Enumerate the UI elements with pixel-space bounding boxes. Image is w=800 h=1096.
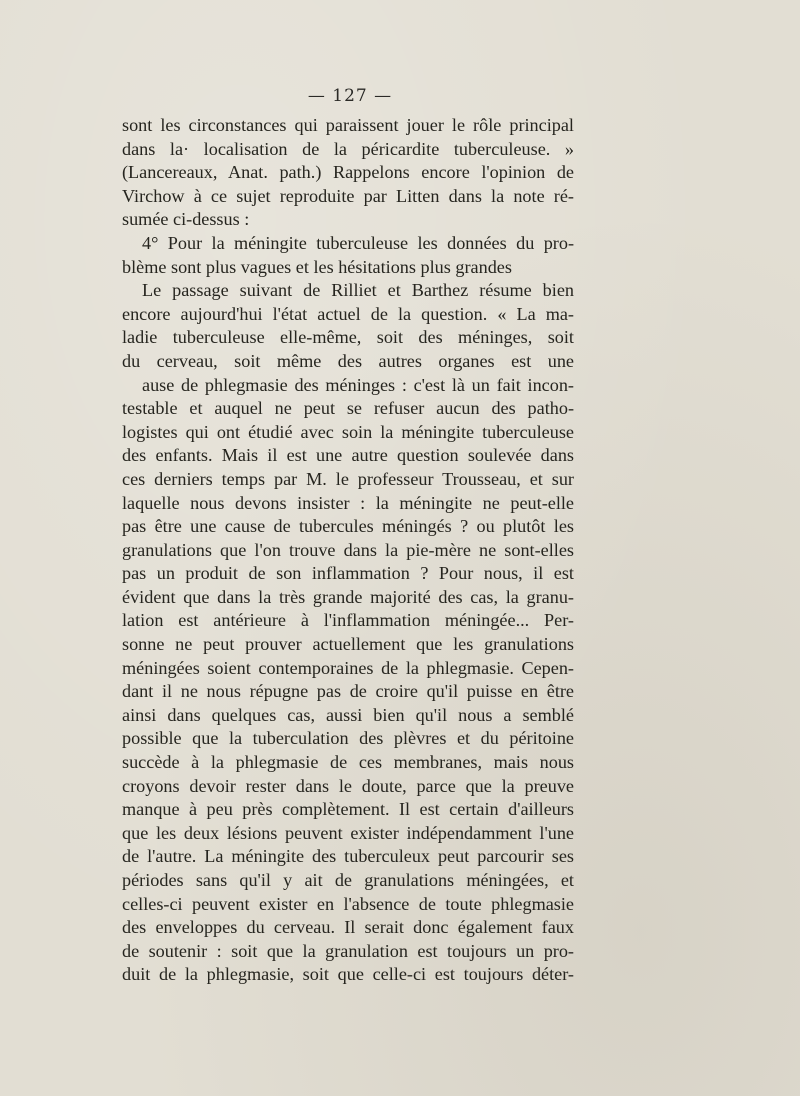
text-line: Virchow à ce sujet reproduite par Litten dans la note ré- (122, 185, 574, 206)
text-line: testable et auquel ne peut se refuser aucun des patho- (122, 398, 574, 419)
text-line: possible que la tuberculation des plèvres et du péritoine (122, 728, 574, 749)
text-line: 4° Pour la méningite tuberculeuse les données du pro- (142, 232, 574, 253)
text-line: laquelle nous devons insister : la méningite ne peut-elle (122, 492, 574, 513)
text-line: ces derniers temps par M. le professeur Trousseau, et sur (122, 468, 574, 489)
text-line: celles-ci peuvent exister en l'absence de toute phlegmasie (122, 893, 574, 914)
text-line: blème sont plus vagues et les hésitations plus grandes (122, 256, 512, 277)
text-line: de l'autre. La méningite des tuberculeux peut parcourir ses (122, 846, 574, 867)
text-line: ainsi dans quelques cas, aussi bien qu'il nous a semblé (122, 704, 574, 725)
text-line: croyons devoir rester dans le doute, parce que la preuve (122, 775, 574, 796)
text-line: périodes sans qu'il y ait de granulations méningées, et (122, 870, 574, 890)
text-line: (Lancereaux, Anat. path.) Rappelons encore l'opinion de (122, 162, 574, 183)
text-line: succède à la phlegmasie de ces membranes, mais nous (122, 752, 574, 773)
text-line: granulations que l'on trouve dans la pie-mère ne sont-elles (122, 539, 574, 560)
text-line: ause de phlegmasie des méninges : c'est là un fait incon- (142, 374, 574, 395)
page-number: — 127 — (307, 86, 393, 106)
text-line: pas un produit de son inflammation ? Pour nous, il est (122, 563, 574, 584)
text-line: encore aujourd'hui l'état actuel de la question. « La ma- (122, 303, 574, 324)
text-line: ladie tuberculeuse elle-même, soit des méninges, soit (122, 327, 574, 348)
text-line: logistes qui ont étudié avec soin la méningite tuberculeuse (122, 421, 574, 442)
text-line: pas être une cause de tubercules méningés ? ou plutôt les (122, 516, 574, 537)
text-line: méningées soient contemporaines de la phlegmasie. Cepen- (122, 657, 574, 678)
text-line: dant il ne nous répugne pas de croire qu'il puisse en être (122, 681, 574, 702)
text-line: duit de la phlegmasie, soit que celle-ci est toujours déter- (122, 964, 574, 985)
text-line: lation est antérieure à l'inflammation méningée... Per- (122, 610, 574, 631)
text-line: dans la· localisation de la péricardite tuberculeuse. » (122, 138, 574, 159)
text-line: des enveloppes du cerveau. Il serait donc également faux (122, 917, 574, 938)
text-line: sont les circonstances qui paraissent jouer le rôle principal (122, 115, 574, 135)
text-line: manque à peu près complètement. Il est certain d'ailleurs (122, 799, 574, 820)
text-line: évident que dans la très grande majorité des cas, la granu- (122, 586, 574, 607)
text-line: de soutenir : soit que la granulation est toujours un pro- (122, 940, 574, 961)
text-line: des enfants. Mais il est une autre question soulevée dans (122, 445, 574, 466)
text-line: sumée ci-dessus : (122, 209, 250, 230)
text-line: Le passage suivant de Rilliet et Barthez résume bien (142, 280, 574, 301)
text-line: sonne ne peut prouver actuellement que les granulations (122, 634, 574, 655)
text-line: que les deux lésions peuvent exister indépendamment l'une (122, 822, 574, 843)
body-text (122, 114, 574, 987)
text-line: du cerveau, soit même des autres organes est une (122, 350, 574, 371)
